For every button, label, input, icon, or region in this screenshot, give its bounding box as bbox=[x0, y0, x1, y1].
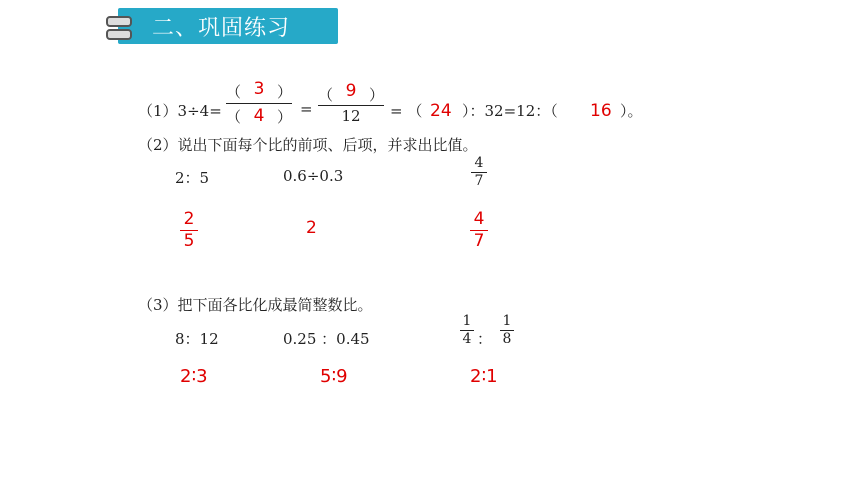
q3-answer-3: 2∶1 bbox=[470, 366, 498, 387]
q3-item-3-fraction-b: 1 8 bbox=[500, 314, 514, 348]
q3-item-1: 8：12 bbox=[175, 330, 219, 348]
fraction-bar bbox=[226, 103, 292, 104]
q1-fraction-1 bbox=[226, 81, 292, 126]
q1-answer-16: 16 bbox=[590, 101, 612, 121]
binder-ring-icon bbox=[106, 16, 132, 27]
q1-answer-numerator: 3 bbox=[253, 79, 265, 99]
q2-answer-3-fraction: 4 7 bbox=[470, 210, 488, 250]
q1-answer-denominator: 4 bbox=[253, 106, 265, 126]
q1-frac1-denominator: （ 4 ） bbox=[226, 106, 292, 126]
q2-item-1: 2：5 bbox=[175, 169, 210, 187]
q1-end: ）。 bbox=[620, 102, 643, 120]
q1-mid: = （ bbox=[390, 102, 423, 120]
q1-prefix: （1）3÷4= bbox=[138, 102, 222, 120]
q1-mid2: ）：32=12：（ bbox=[462, 102, 558, 120]
fraction-bar bbox=[318, 105, 384, 106]
q2-answer-2: 2 bbox=[306, 218, 317, 238]
q3-answer-2: 5∶9 bbox=[320, 366, 348, 387]
q3-item-2: 0.25 ：0.45 bbox=[283, 330, 370, 348]
q1-fraction-2 bbox=[318, 81, 384, 125]
q1-equals: = bbox=[300, 100, 313, 118]
q2-item-3-fraction: 4 7 bbox=[471, 156, 487, 190]
q3-item-3-fraction-a: 1 4 bbox=[460, 314, 474, 348]
q2-text: （2）说出下面每个比的前项、后项，并求出比值。 bbox=[138, 136, 478, 154]
q2-answer-1-fraction: 2 5 bbox=[180, 210, 198, 250]
q1-frac2-numerator: （ 9 ） bbox=[318, 81, 384, 104]
q3-answer-1: 2∶3 bbox=[180, 366, 208, 387]
q3-item-3-colon: ： bbox=[477, 330, 493, 348]
q2-item-2: 0.6÷0.3 bbox=[283, 167, 344, 185]
q1-answer-9: 9 bbox=[345, 81, 357, 101]
binder-ring-icon bbox=[106, 29, 132, 40]
q1-frac1-numerator: （ 3 ） bbox=[226, 79, 292, 101]
q3-text: （3）把下面各比化成最简整数比。 bbox=[138, 296, 373, 314]
q1-frac2-denominator: 12 bbox=[341, 107, 361, 125]
section-title: 二、巩固练习 bbox=[152, 16, 291, 41]
q1-answer-24: 24 bbox=[430, 101, 452, 121]
